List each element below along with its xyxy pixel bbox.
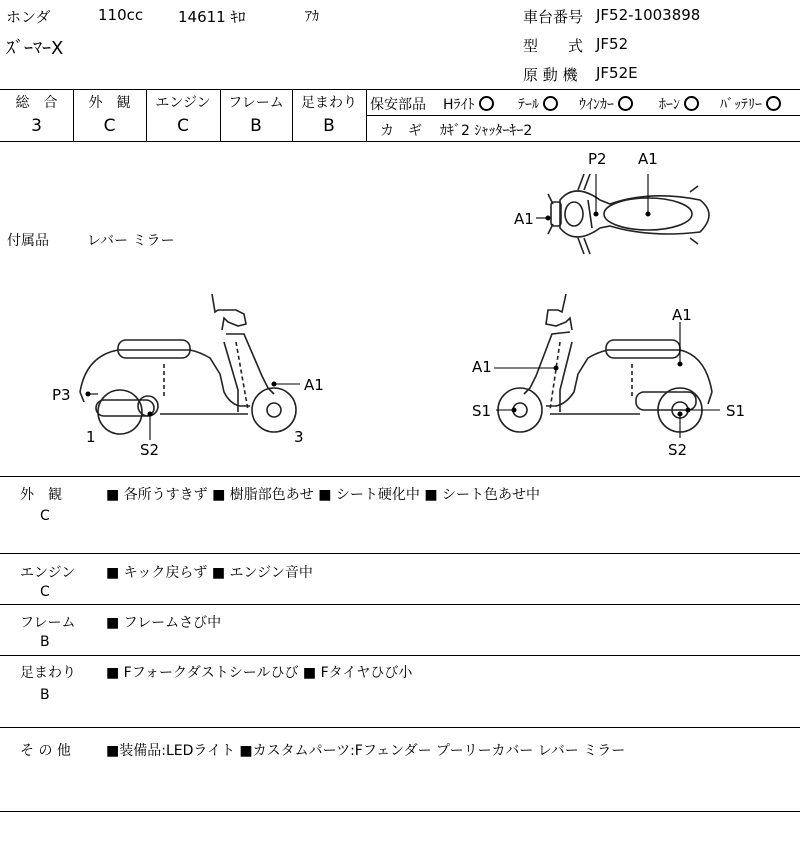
leader-lines [86,174,720,440]
remark-category-engine: エンジン [20,565,76,581]
engine-label: 原 動 機 [523,66,578,84]
model-name: ｽﾞｰﾏｰX [6,38,64,59]
label-s1-right-left: S1 [472,402,492,420]
remark-grade-engine: C [40,584,50,600]
accessories-value: レバー ミラー [87,233,175,249]
ok-circle-icon [479,96,494,111]
remark-category-suspension: 足まわり [20,665,76,681]
label-a1-right-left: A1 [472,358,492,376]
remark-category-frame: フレーム [20,615,76,631]
remark-grade-suspension: B [40,687,50,703]
divider [366,115,800,116]
mileage: 14611 ｷﾛ [178,8,246,26]
safety-item-tail [518,94,558,114]
label-s2-left: S2 [140,441,160,459]
remark-text-other: ■装備品:LEDライト ■カスタムパーツ:Fフェンダー プーリーカバー レバー ミラー [106,743,626,759]
maker: ホンダ [6,8,51,26]
safety-item-horn [659,94,699,114]
label-a1-top-left: A1 [514,210,534,228]
label-s2-right: S2 [668,441,688,459]
grade-value-exterior: C [103,116,116,136]
grade-value-suspension: B [323,116,335,136]
model-type: JF52 [596,35,629,53]
safety-item-label: ﾊﾞｯﾃﾘｰ [720,97,762,113]
divider [0,604,800,605]
label-p3-left: P3 [52,386,71,404]
remark-grade-frame: B [40,634,50,650]
ok-circle-icon [684,96,699,111]
grade-label-frame: フレーム [228,95,284,111]
frame-number: JF52-1003898 [596,6,701,24]
engine-model: JF52E [596,64,638,82]
scooter-left-view [80,294,296,434]
ok-circle-icon [543,96,558,111]
grade-value-frame: B [250,116,262,136]
remark-text-engine: ■ キック戻らず ■ エンジン音中 [106,565,313,581]
safety-item-label: ﾎｰﾝ [659,97,680,113]
divider [0,655,800,656]
grade-label-exterior: 外 観 [88,95,131,111]
frame-number-label: 車台番号 [523,8,584,26]
divider [0,476,800,477]
label-a1-top-right: A1 [638,150,658,168]
safety-item-label: Hﾗｲﾄ [443,97,475,113]
scooter-top-view [548,174,709,254]
label-1-left: 1 [86,428,96,446]
divider [0,811,800,812]
safety-item-label: ｳｲﾝｶｰ [579,97,614,113]
label-a1-right-top: A1 [672,306,692,324]
remark-grade-exterior: C [40,508,50,524]
scooter-diagram [0,142,800,476]
divider [0,89,800,90]
color: ｱｶ [305,9,319,25]
ok-circle-icon [618,96,633,111]
safety-label: 保安部品 [370,97,426,113]
label-p2-top: P2 [588,150,607,168]
grade-value-overall: 3 [31,116,42,136]
displacement: 110cc [98,6,144,24]
keys-label: カ ギ [380,123,422,139]
grade-label-overall: 総 合 [15,95,58,111]
model-type-label: 型 式 [523,37,584,55]
divider [0,553,800,554]
accessories-label: 付属品 [7,233,49,249]
remark-category-other: そ の 他 [20,743,71,759]
grade-label-engine: エンジン [155,95,211,111]
ok-circle-icon [766,96,781,111]
safety-item-headlight [443,94,494,114]
remark-text-frame: ■ フレームさび中 [106,615,222,631]
safety-item-winker [579,94,633,114]
label-s1-right-right: S1 [726,402,746,420]
remark-text-exterior: ■ 各所うすきず ■ 樹脂部色あせ ■ シート硬化中 ■ シート色あせ中 [106,487,541,503]
divider [0,727,800,728]
grade-label-suspension: 足まわり [301,95,357,111]
divider [366,89,367,141]
grade-value-engine: C [177,116,189,136]
safety-item-label: ﾃｰﾙ [518,97,539,113]
remark-category-exterior: 外 観 [20,487,62,503]
safety-item-battery [720,94,781,114]
keys-value: ｶｷﾞ2 ｼｬｯﾀｰｷｰ2 [440,123,533,139]
remark-text-suspension: ■ Fフォークダストシールひび ■ Fタイヤひび小 [106,665,413,681]
label-3-left: 3 [294,428,304,446]
label-a1-left: A1 [304,376,324,394]
